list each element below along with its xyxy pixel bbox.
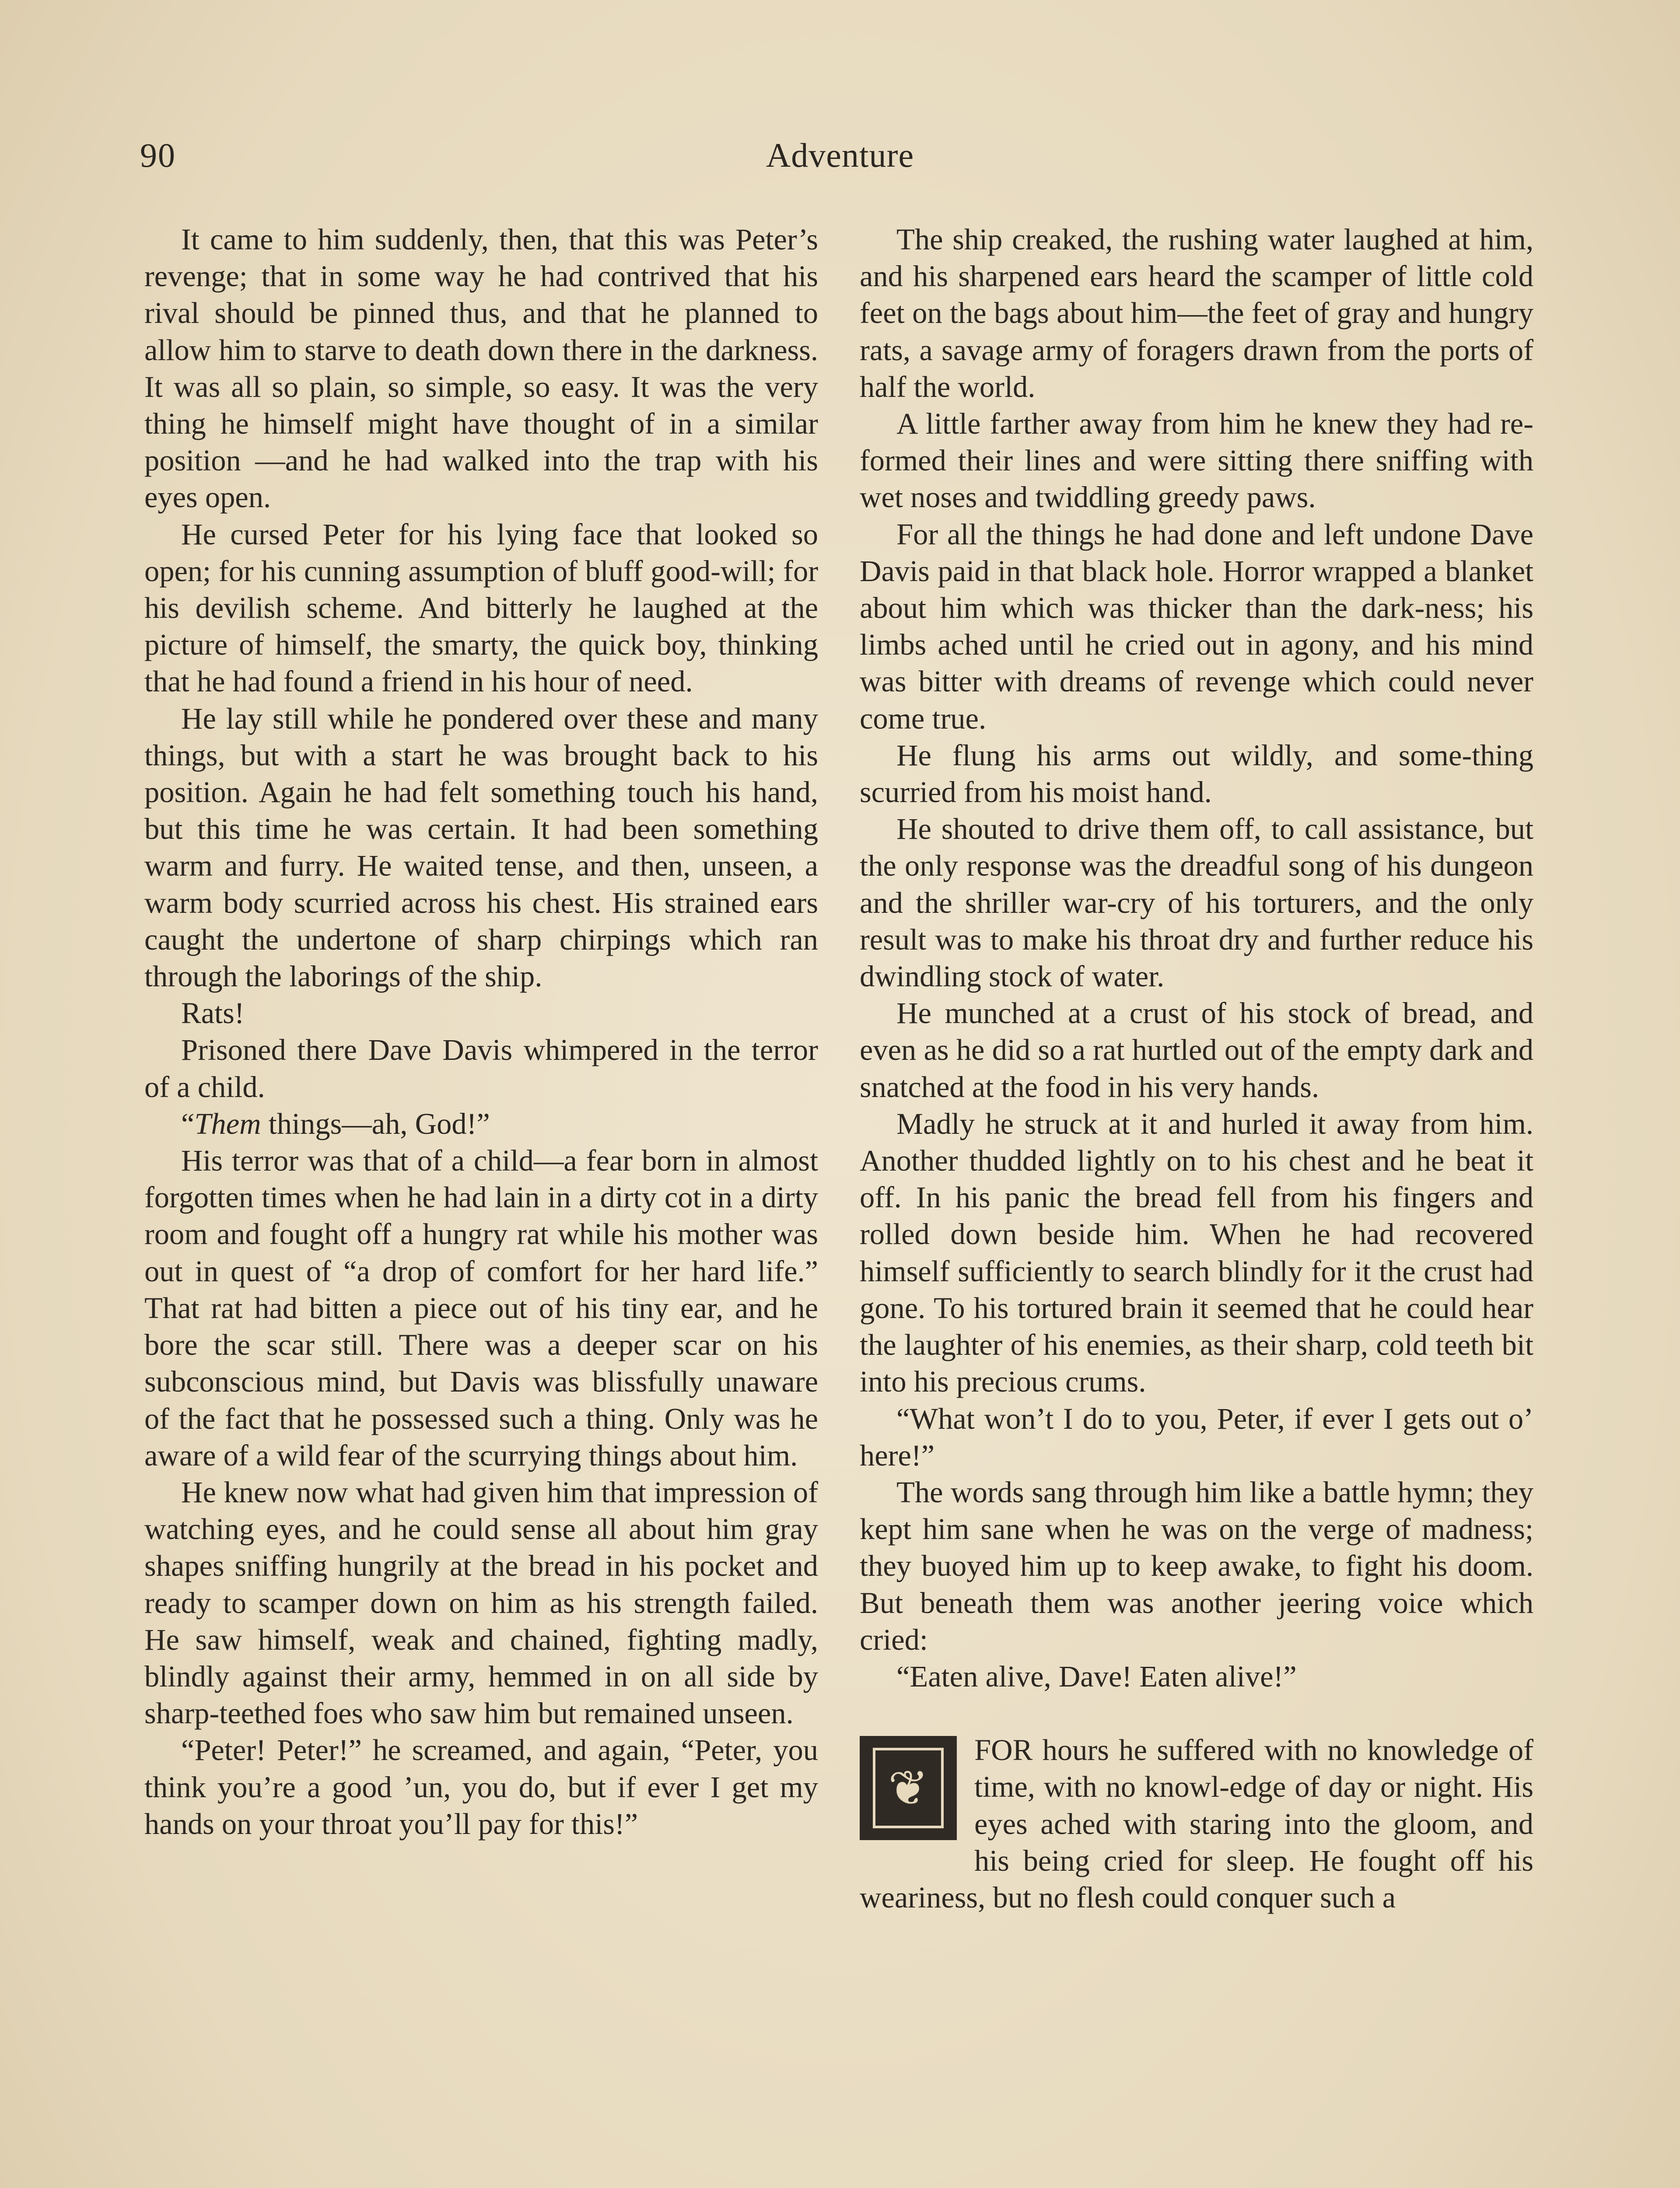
paragraph: The ship creaked, the rushing water laughed at him, and his sharpened ears heard the scamper of little cold feet on the bags about him—the feet of gray and hungry rats, a savage army of foragers drawn from the ports of half the world. xyxy=(860,223,1533,403)
emphasized-word: Them xyxy=(194,1107,261,1140)
left-column xyxy=(144,221,818,2188)
paragraph: “Peter! Peter!” he screamed, and again, “Peter, you think you’re a good ’un, you do, but if ever I get my hands on your throat you’ll pay for this!” xyxy=(144,1733,818,1841)
paragraph: He shouted to drive them off, to call assistance, but the only response was the dreadful song of his dungeon and the shriller war-cry of his torturers, and the only result was to make his throat dry and further reduce his dwindling stock of water. xyxy=(860,812,1533,993)
paragraph: A little farther away from him he knew they had re-formed their lines and were sitting there sniffing with wet noses and twiddling greedy paws. xyxy=(860,407,1533,514)
section-text: hours he suffered with no knowledge of time, with no knowl-edge of day or night. His eyes ached with staring into the gloom, and his being cried for sleep. He fought off his weariness, but no flesh could conquer such a xyxy=(860,1733,1533,1914)
section-lead-in: FOR xyxy=(974,1733,1033,1767)
paragraph: For all the things he had done and left undone Dave Davis paid in that black hole. Horror wrapped a blanket about him which was thicker than the dark-ness; his limbs ached until he cried out in agony, and his mind was bitter with dreams of revenge which could never come true. xyxy=(860,517,1533,735)
paragraph: Prisoned there Dave Davis whimpered in the terror of a child. xyxy=(144,1033,818,1104)
paragraph: He lay still while he pondered over these and many things, but with a start he was brought back to his position. Again he had felt something touch his hand, but this time he was certain. It had been something warm and furry. He waited tense, and then, unseen, a warm body scurried across his chest. His strained ears caught the undertone of sharp chirpings which ran through the laborings of the ship. xyxy=(144,701,818,993)
paragraph: He cursed Peter for his lying face that looked so open; for his cunning assumption of bluff good-will; for his devilish scheme. And bitterly he laughed at the picture of himself, the smarty, the quick boy, thinking that he had found a friend in his hour of need. xyxy=(144,517,818,698)
paragraph: He munched at a crust of his stock of bread, and even as he did so a rat hurtled out of the empty dark and snatched at the food in his very hands. xyxy=(860,996,1533,1104)
page-number: 90 xyxy=(140,136,176,174)
paragraph: “What won’t I do to you, Peter, if ever I gets out o’ here!” xyxy=(860,1402,1533,1472)
paragraph: He flung his arms out wildly, and some-thing scurried from his moist hand. xyxy=(860,738,1533,809)
paragraph: Rats! xyxy=(181,996,245,1030)
paragraph: His terror was that of a child—a fear born in almost forgotten times when he had lain in a dirty cot in a dirty room and fought off a hungry rat while his mother was out in quest of “a drop of comfort for her hard life.” That rat had bitten a piece out of his tiny ear, and he bore the scar still. There was a deeper scar on his subconscious mind, but Davis was blissfully unaware of the fact that he possessed such a thing. Only was he aware of a wild fear of the scurrying things about him. xyxy=(144,1144,818,1472)
section-opening-paragraph xyxy=(860,1732,1533,1916)
paragraph: It came to him suddenly, then, that this was Peter’s revenge; that in some way he had contrived that his rival should be pinned thus, and that he planned to allow him to starve to death down there in the darkness. It was all so plain, so simple, so easy. It was the very thing he himself might have thought of in a similar position —and he had walked into the trap with his eyes open. xyxy=(144,223,818,514)
paragraph: Madly he struck at it and hurled it away from him. Another thudded lightly on to his chest and he beat it off. In his panic the bread fell from his fingers and rolled down beside him. When he had recovered himself sufficiently to search blindly for it the crust had gone. To his tortured brain it seemed that he could hear the laughter of his enemies, as their sharp, cold teeth bit into his precious crums. xyxy=(860,1107,1533,1399)
paragraph: He knew now what had given him that impression of watching eyes, and he could sense all about him gray shapes sniffing hungrily at the bread in his pocket and ready to scamper down on him as his strength failed. He saw himself, weak and chained, fighting madly, blindly against their army, hemmed in on all side by sharp-teethed foes who saw him but remained unseen. xyxy=(144,1475,818,1730)
page-header xyxy=(140,131,1540,179)
right-column xyxy=(860,221,1533,2188)
open-quote: “ xyxy=(181,1107,195,1140)
running-title: Adventure xyxy=(766,136,914,174)
paragraph: The words sang through him like a battle hymn; they kept him sane when he was on the verge of madness; they buoyed him up to keep awake, to fight his doom. But beneath them was another jeering voice which cried: xyxy=(860,1475,1533,1656)
them-line-rest: things—ah, God!” xyxy=(261,1107,490,1140)
paragraph: “Eaten alive, Dave! Eaten alive!” xyxy=(896,1659,1297,1693)
paragraph-them-things xyxy=(144,1105,818,1142)
section-break xyxy=(860,1695,1533,1732)
ornamental-initial-icon: ❦ xyxy=(860,1736,957,1840)
